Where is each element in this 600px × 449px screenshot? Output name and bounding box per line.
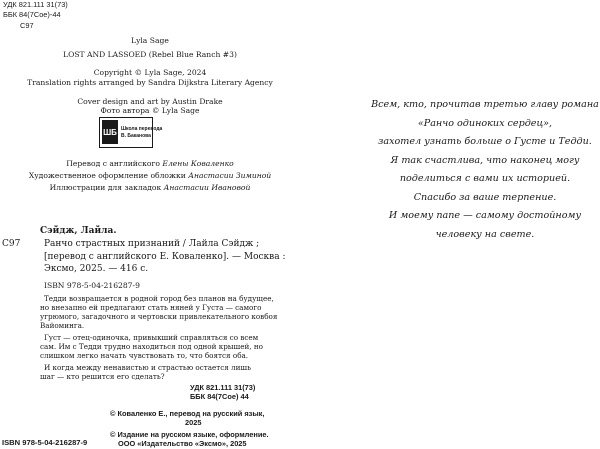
footer-copyright-translation: © Коваленко Е., перевод на русский язык, bbox=[110, 409, 265, 418]
catalog-author: Сэйдж, Лайла. bbox=[40, 226, 117, 236]
catalog-line-2: [перевод с английского Е. Коваленко]. — Москва : bbox=[44, 252, 286, 262]
cover-credit: Cover design and art by Austin Drake bbox=[77, 97, 223, 106]
dedication-line: человеку на свете. bbox=[435, 228, 535, 240]
footer-publisher: ООО «Издательство «Эксмо», 2025 bbox=[118, 439, 247, 448]
catalog-line-3: Эксмо, 2025. — 416 с. bbox=[44, 264, 149, 274]
photo-credit: Фото автора © Lyla Sage bbox=[100, 106, 200, 115]
dedication-line: И моему папе — самому достойному bbox=[388, 210, 582, 221]
dedication-line: «Ранчо одиноких сердец», bbox=[417, 117, 553, 129]
annotation-line: И когда между ненавистью и страстью остается лишь bbox=[44, 363, 252, 372]
footer-copyright-year: 2025 bbox=[185, 418, 202, 427]
header-bbk: ББК 84(7Сое)-44 bbox=[3, 10, 61, 19]
right-page bbox=[300, 0, 600, 449]
logo-mark: ШБ bbox=[102, 120, 118, 144]
illustrator-credit: Иллюстрации для закладок Анастасии Ивановой bbox=[49, 183, 251, 192]
logo-line-1: Школа перевода bbox=[121, 126, 163, 132]
dedication-line: поделиться с вами их историей. bbox=[399, 173, 571, 184]
footer-bbk: ББК 84(7Сое) 44 bbox=[190, 392, 249, 401]
translation-school-logo bbox=[99, 117, 163, 148]
cover-artist-credit: Художественное оформление обложки Анастасии Зиминой bbox=[28, 171, 272, 180]
footer-copyright-edition: © Издание на русском языке, оформление. bbox=[110, 430, 269, 439]
author-en: Lyla Sage bbox=[131, 36, 169, 45]
annotation-line: но внезапно ей предлагают стать няней у Густа — самого bbox=[40, 303, 262, 312]
annotation-line: сам. Им с Тедди трудно находиться под одной крышей, но bbox=[40, 342, 263, 351]
header-code: С97 bbox=[20, 21, 34, 30]
dedication-line: Спасибо за ваше терпение. bbox=[413, 191, 557, 203]
catalog-code: С97 bbox=[2, 239, 21, 249]
dedication bbox=[370, 96, 600, 244]
footer-isbn: ISBN 978-5-04-216287-9 bbox=[2, 438, 88, 447]
title-en: LOST AND LASSOED (Rebel Blue Ranch #3) bbox=[63, 50, 237, 59]
annotation-line: Вайоминга. bbox=[40, 321, 85, 330]
catalog-line-1: Ранчо страстных признаний / Лайла Сэйдж ; bbox=[44, 239, 260, 249]
translation-rights: Translation rights arranged by Sandra Dijkstra Literary Agency bbox=[27, 78, 273, 87]
header-udk: УДК 821.111 31(73) bbox=[3, 0, 68, 9]
annotation-line: Густ — отец-одиночка, привыкший справляться со всем bbox=[44, 333, 259, 342]
dedication-line: захотел узнать больше о Густе и Тедди. bbox=[378, 136, 592, 147]
catalog-isbn: ISBN 978-5-04-216287-9 bbox=[44, 281, 140, 290]
annotation-line: Тедди возвращается в родной город без планов на будущее, bbox=[44, 294, 274, 303]
dedication-line: Всем, кто, прочитав третью главу романа bbox=[371, 99, 599, 110]
annotation-line: шаг — кто решится его сделать? bbox=[40, 372, 165, 381]
copyright-author: Copyright © Lyla Sage, 2024 bbox=[93, 68, 207, 77]
annotation-line: угрюмого, загадочного и чертовски привлекательного ковбоя bbox=[40, 312, 278, 321]
dedication-line: Я так счастлива, что наконец могу bbox=[390, 154, 580, 166]
annotation-line: слишком легко начать чувствовать то, что боятся оба. bbox=[40, 351, 249, 360]
translator-credit: Перевод с английского Елены Коваленко bbox=[66, 159, 234, 168]
logo-line-2: В. Баканова bbox=[121, 133, 151, 139]
footer-udk: УДК 821.111 31(73) bbox=[190, 383, 256, 392]
